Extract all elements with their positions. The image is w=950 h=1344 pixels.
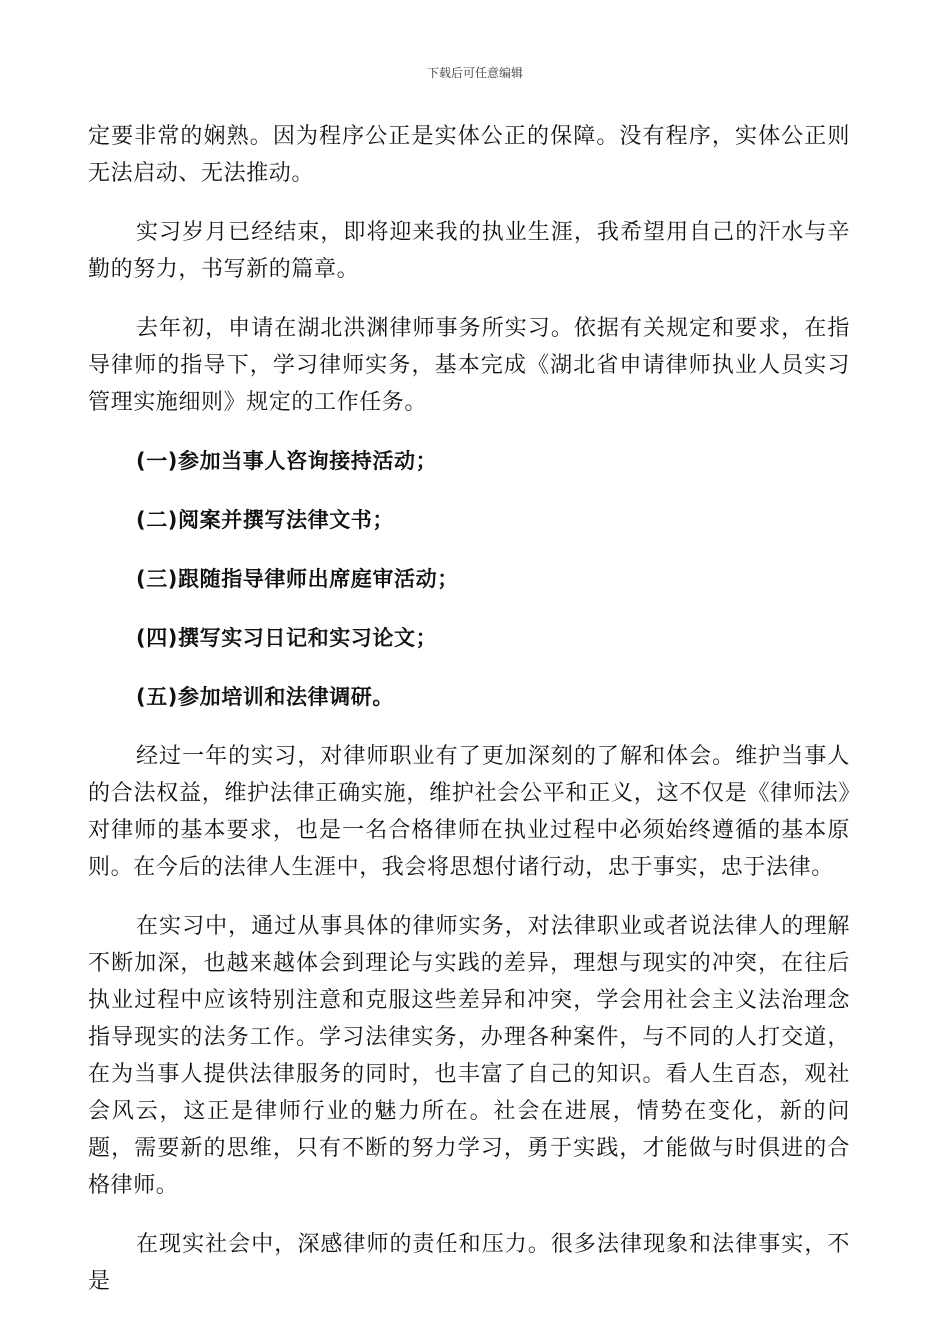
task-item-3: (三)跟随指导律师出席庭审活动； [136, 567, 459, 591]
task-item-2: (二)阅案并撰写法律文书； [136, 508, 394, 532]
task-item-1: (一)参加当事人咨询接持活动； [136, 449, 438, 473]
task-item-4: (四)撰写实习日记和实习论文； [136, 626, 438, 650]
paragraph-responsibility: 在现实社会中，深感律师的责任和压力。很多法律现象和法律事实，不是 [88, 1232, 850, 1294]
task-item-5: (五)参加培训和法律调研。 [136, 685, 394, 709]
document-body [88, 118, 850, 1322]
paragraph-internship-intro: 去年初，申请在湖北洪渊律师事务所实习。依据有关规定和要求，在指导律师的指导下，学习律师实务，基本完成《湖北省申请律师执业人员实习管理实施细则》规定的工作任务。 [88, 316, 850, 415]
paragraph-internship-end: 实习岁月已经结束，即将迎来我的执业生涯，我希望用自己的汗水与辛勤的努力，书写新的篇章。 [88, 220, 850, 282]
paragraph-continuation: 定要非常的娴熟。因为程序公正是实体公正的保障。没有程序，实体公正则无法启动、无法推动。 [88, 124, 850, 186]
paragraph-practice: 在实习中，通过从事具体的律师实务，对法律职业或者说法律人的理解不断加深，也越来越体会到理论与实践的差异，理想与现实的冲突，在往后执业过程中应该特别注意和克服这些差异和冲突，学会用社会主义法治理念指导现实的法务工作。学习法律实务，办理各种案件，与不同的人打交道，在为当事人提供法律服务的同时，也丰富了自己的知识。看人生百态，观社会风云，这正是律师行业的魅力所在。社会在进展，情势在变化，新的问题，需要新的思维，只有不断的努力学习，勇于实践，才能做与时俱进的合格律师。 [88, 914, 850, 1198]
paragraph-reflection: 经过一年的实习，对律师职业有了更加深刻的了解和体会。维护当事人的合法权益，维护法律正确实施，维护社会公平和正义，这不仅是《律师法》对律师的基本要求，也是一名合格律师在执业过程中必须始终遵循的基本原则。在今后的法律人生涯中，我会将思想付诸行动，忠于事实，忠于法律。 [88, 744, 850, 880]
header-note: 下载后可任意编辑 [426, 66, 523, 80]
